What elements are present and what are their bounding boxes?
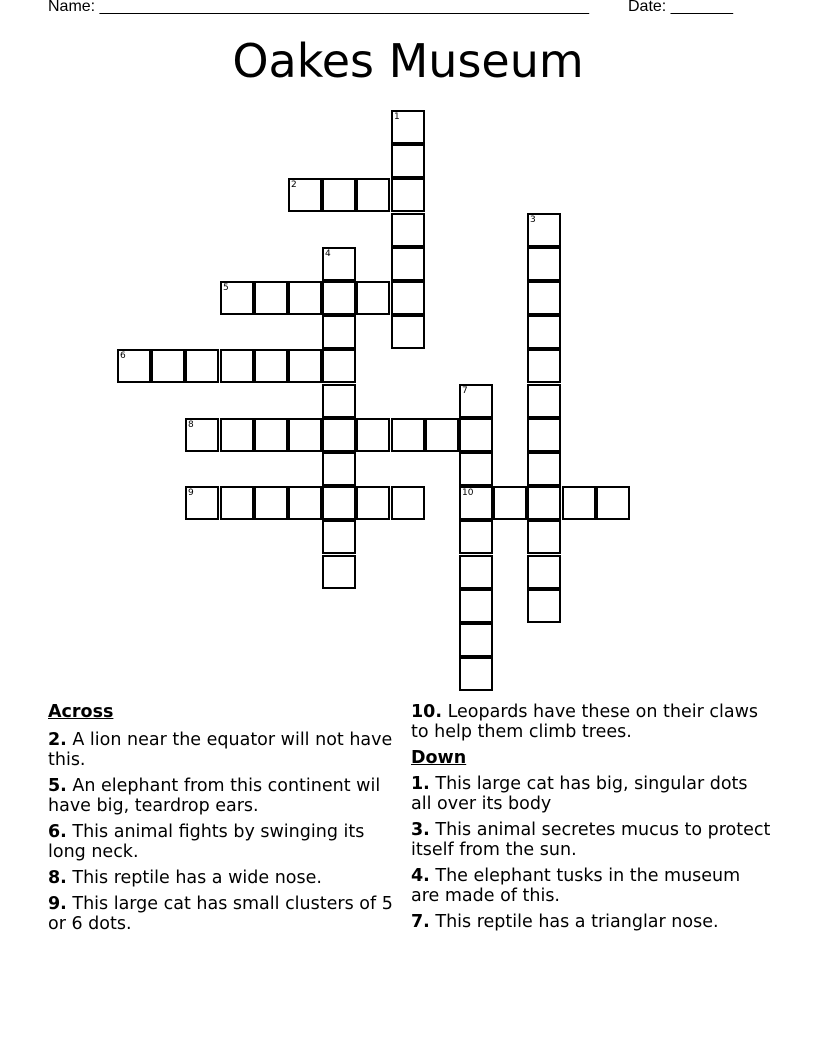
- crossword-cell[interactable]: [322, 452, 356, 486]
- clue-number: 7: [462, 386, 468, 396]
- clue-down-7: 7. This reptile has a trianglar nose.: [411, 912, 719, 932]
- clue-across-10: 10. Leopards have these on their claws to help them climb trees.: [411, 702, 759, 742]
- crossword-cell[interactable]: [322, 384, 356, 418]
- clues-right-column: [411, 702, 771, 938]
- crossword-cell[interactable]: [391, 247, 425, 281]
- crossword-cell[interactable]: [322, 178, 356, 212]
- crossword-cell[interactable]: [322, 520, 356, 554]
- clue-down-1: 1. This large cat has big, singular dots all over its body: [411, 774, 748, 814]
- crossword-cell[interactable]: [459, 452, 493, 486]
- across-heading: Across: [48, 702, 114, 722]
- crossword-cell[interactable]: [356, 418, 390, 452]
- crossword-cell[interactable]: [356, 486, 390, 520]
- crossword-cell[interactable]: [288, 281, 322, 315]
- date-field-label[interactable]: Date: _______: [628, 0, 733, 15]
- crossword-cell[interactable]: [527, 315, 561, 349]
- down-heading: Down: [411, 748, 467, 768]
- crossword-cell[interactable]: [391, 144, 425, 178]
- crossword-cell[interactable]: [391, 315, 425, 349]
- crossword-cell[interactable]: [322, 281, 356, 315]
- crossword-cell[interactable]: [493, 486, 527, 520]
- crossword-cell[interactable]: [459, 418, 493, 452]
- crossword-cell[interactable]: [459, 520, 493, 554]
- crossword-cell[interactable]: [391, 486, 425, 520]
- crossword-cell[interactable]: [117, 349, 151, 383]
- crossword-cell[interactable]: [322, 486, 356, 520]
- crossword-cell[interactable]: [391, 178, 425, 212]
- crossword-cell[interactable]: [185, 418, 219, 452]
- crossword-cell[interactable]: [288, 178, 322, 212]
- name-field-label[interactable]: Name: _______________________________________________________: [48, 0, 589, 15]
- crossword-cell[interactable]: [254, 349, 288, 383]
- crossword-cell[interactable]: [322, 315, 356, 349]
- crossword-cell[interactable]: [322, 418, 356, 452]
- clues-left-column: [48, 702, 393, 940]
- crossword-cell[interactable]: [356, 281, 390, 315]
- crossword-cell[interactable]: [356, 178, 390, 212]
- crossword-cell[interactable]: [391, 281, 425, 315]
- crossword-cell[interactable]: [288, 349, 322, 383]
- crossword-cell[interactable]: [527, 247, 561, 281]
- crossword-cell[interactable]: [322, 555, 356, 589]
- crossword-cell[interactable]: [322, 247, 356, 281]
- clue-number: 1: [394, 112, 400, 122]
- clue-across-6: 6. This animal fights by swinging its long neck.: [48, 822, 365, 862]
- crossword-cell[interactable]: [254, 486, 288, 520]
- crossword-cell[interactable]: [185, 349, 219, 383]
- crossword-cell[interactable]: [254, 281, 288, 315]
- clue-number: 8: [188, 420, 194, 430]
- crossword-cell[interactable]: [527, 418, 561, 452]
- crossword-cell[interactable]: [527, 589, 561, 623]
- clue-across-5: 5. An elephant from this continent wil have big, teardrop ears.: [48, 776, 381, 816]
- crossword-cell[interactable]: [527, 555, 561, 589]
- crossword-cell[interactable]: [527, 213, 561, 247]
- clue-number: 10: [462, 488, 474, 498]
- crossword-cell[interactable]: [391, 213, 425, 247]
- crossword-cell[interactable]: [220, 418, 254, 452]
- clue-number: 2: [291, 180, 297, 190]
- crossword-cell[interactable]: [220, 281, 254, 315]
- crossword-cell[interactable]: [391, 110, 425, 144]
- crossword-cell[interactable]: [459, 589, 493, 623]
- clue-across-2: 2. A lion near the equator will not have this.: [48, 730, 393, 770]
- clue-across-8: 8. This reptile has a wide nose.: [48, 868, 322, 888]
- crossword-cell[interactable]: [459, 486, 493, 520]
- clue-number: 6: [120, 351, 126, 361]
- crossword-cell[interactable]: [596, 486, 630, 520]
- crossword-cell[interactable]: [425, 418, 459, 452]
- crossword-cell[interactable]: [254, 418, 288, 452]
- crossword-cell[interactable]: [220, 486, 254, 520]
- crossword-cell[interactable]: [459, 555, 493, 589]
- crossword-cell[interactable]: [527, 349, 561, 383]
- crossword-cell[interactable]: [527, 520, 561, 554]
- clue-number: 4: [325, 249, 331, 259]
- clue-down-4: 4. The elephant tusks in the museum are made of this.: [411, 866, 741, 906]
- clue-across-9: 9. This large cat has small clusters of 5 or 6 dots.: [48, 894, 393, 934]
- crossword-cell[interactable]: [527, 384, 561, 418]
- crossword-cell[interactable]: [185, 486, 219, 520]
- crossword-cell[interactable]: [459, 384, 493, 418]
- crossword-cell[interactable]: [322, 349, 356, 383]
- crossword-cell[interactable]: [527, 452, 561, 486]
- clue-down-3: 3. This animal secretes mucus to protect itself from the sun.: [411, 820, 771, 860]
- crossword-cell[interactable]: [288, 486, 322, 520]
- crossword-cell[interactable]: [391, 418, 425, 452]
- crossword-cell[interactable]: [562, 486, 596, 520]
- crossword-cell[interactable]: [527, 486, 561, 520]
- clue-number: 3: [530, 215, 536, 225]
- crossword-cell[interactable]: [288, 418, 322, 452]
- crossword-cell[interactable]: [459, 657, 493, 691]
- crossword-cell[interactable]: [459, 623, 493, 657]
- crossword-cell[interactable]: [151, 349, 185, 383]
- clue-number: 9: [188, 488, 194, 498]
- clue-number: 5: [223, 283, 229, 293]
- page-title: Oakes Museum: [232, 34, 584, 88]
- crossword-cell[interactable]: [527, 281, 561, 315]
- crossword-cell[interactable]: [220, 349, 254, 383]
